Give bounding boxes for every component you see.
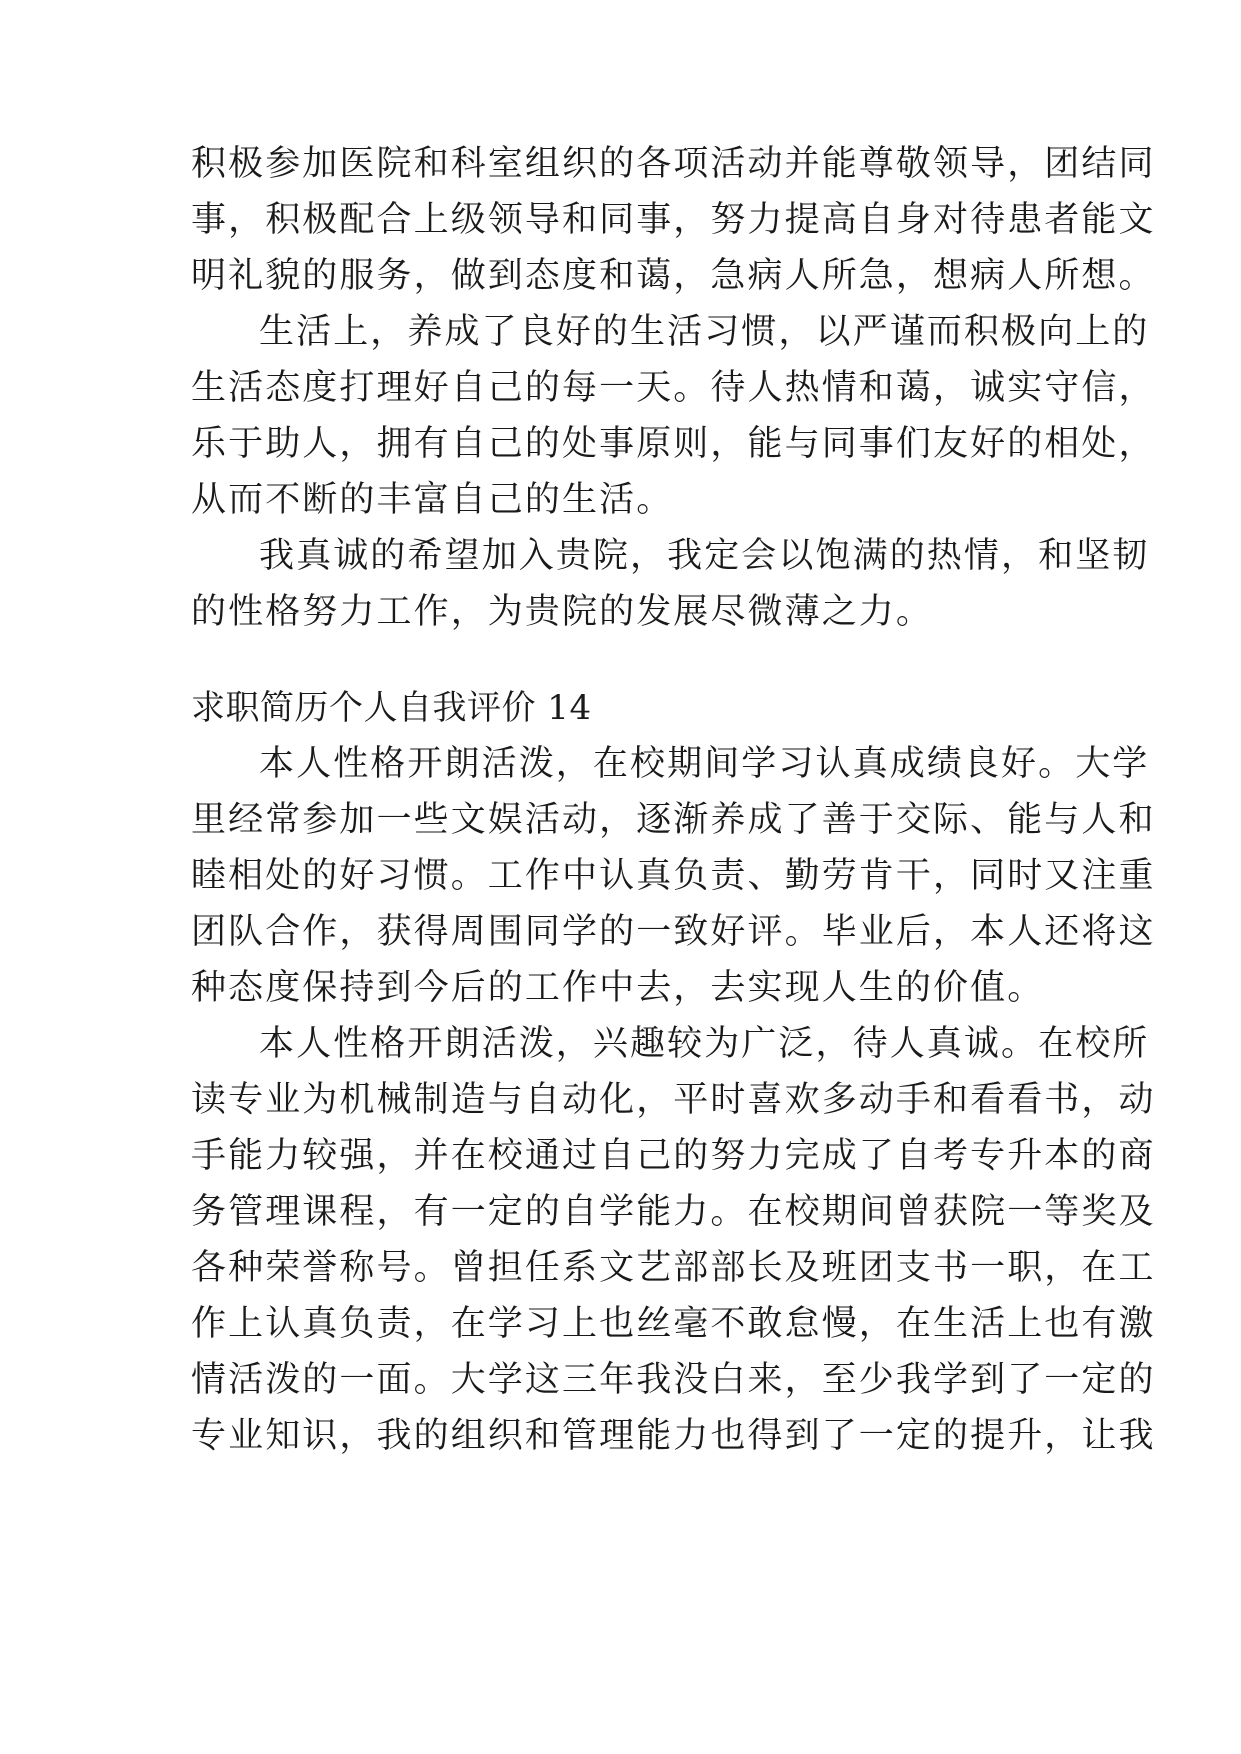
paragraph-line: 里经常参加一些文娱活动，逐渐养成了善于交际、能与人和 — [191, 800, 1156, 840]
paragraph-line: 本人性格开朗活泼，兴趣较为广泛，待人真诚。在校所 — [259, 1024, 1150, 1064]
paragraph-line: 手能力较强，并在校通过自己的努力完成了自考专升本的商 — [191, 1136, 1156, 1176]
paragraph-line: 积极参加医院和科室组织的各项活动并能尊敬领导，团结同 — [191, 144, 1156, 184]
paragraph-line: 情活泼的一面。大学这三年我没白来，至少我学到了一定的 — [191, 1360, 1156, 1400]
paragraph-line: 读专业为机械制造与自动化，平时喜欢多动手和看看书，动 — [191, 1080, 1156, 1120]
paragraph-line: 乐于助人，拥有自己的处事原则，能与同事们友好的相处， — [191, 424, 1156, 464]
paragraph-line: 我真诚的希望加入贵院，我定会以饱满的热情，和坚韧 — [259, 536, 1150, 576]
paragraph-line: 各种荣誉称号。曾担任系文艺部部长及班团支书一职，在工 — [191, 1248, 1156, 1288]
paragraph-line: 事，积极配合上级领导和同事，努力提高自身对待患者能文 — [191, 200, 1156, 240]
paragraph-line: 生活上，养成了良好的生活习惯，以严谨而积极向上的 — [259, 312, 1150, 352]
paragraph-line: 的性格努力工作，为贵院的发展尽微薄之力。 — [191, 592, 934, 632]
paragraph-line: 专业知识，我的组织和管理能力也得到了一定的提升，让我 — [191, 1416, 1156, 1456]
paragraph-line: 本人性格开朗活泼，在校期间学习认真成绩良好。大学 — [259, 744, 1150, 784]
paragraph-line: 种态度保持到今后的工作中去，去实现人生的价值。 — [191, 968, 1045, 1008]
paragraph-line: 生活态度打理好自己的每一天。待人热情和蔼，诚实守信， — [191, 368, 1156, 408]
paragraph-line: 明礼貌的服务，做到态度和蔼，急病人所急，想病人所想。 — [191, 256, 1156, 296]
paragraph-line: 睦相处的好习惯。工作中认真负责、勤劳肯干，同时又注重 — [191, 856, 1156, 896]
paragraph-line: 团队合作，获得周围同学的一致好评。毕业后，本人还将这 — [191, 912, 1156, 952]
section-heading: 求职简历个人自我评价 14 — [191, 688, 592, 728]
paragraph-line: 务管理课程，有一定的自学能力。在校期间曾获院一等奖及 — [191, 1192, 1156, 1232]
paragraph-line: 作上认真负责，在学习上也丝毫不敢怠慢，在生活上也有激 — [191, 1304, 1156, 1344]
paragraph-line: 从而不断的丰富自己的生活。 — [191, 480, 674, 520]
